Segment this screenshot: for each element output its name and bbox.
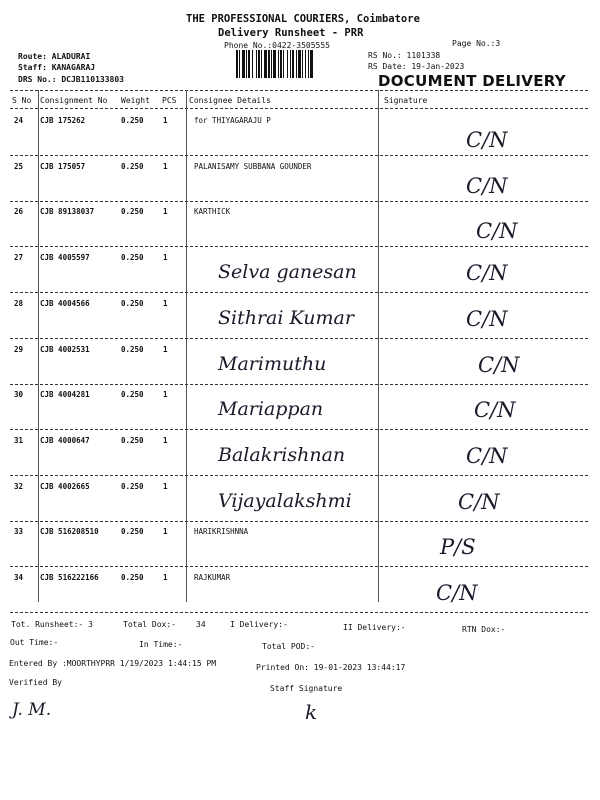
row-consignee-handwritten: Marimuthu bbox=[218, 353, 327, 375]
table-row bbox=[0, 521, 600, 567]
row-consignee-printed: PALANISAMY SUBBANA GOUNDER bbox=[194, 162, 312, 171]
company-name: THE PROFESSIONAL COURIERS, Coimbatore bbox=[186, 13, 420, 25]
row-sno: 27 bbox=[14, 253, 24, 262]
barcode-bar bbox=[258, 50, 260, 78]
col-consignment: Consignment No bbox=[40, 96, 108, 105]
row-consignment: CJB 4000647 bbox=[40, 436, 90, 445]
row-consignment: CJB 4004566 bbox=[40, 299, 90, 308]
in-time: In Time:- bbox=[139, 640, 183, 649]
row-consignment: CJB 4002531 bbox=[40, 345, 90, 354]
barcode-bar bbox=[305, 50, 306, 78]
row-consignment: CJB 175262 bbox=[40, 116, 86, 125]
barcode-bar bbox=[242, 50, 245, 78]
row-weight: 0.250 bbox=[121, 207, 144, 216]
row-consignee-printed: HARIKRISHNNA bbox=[194, 527, 249, 536]
row-pcs: 1 bbox=[163, 527, 168, 536]
row-pcs: 1 bbox=[163, 573, 168, 582]
barcode-bar bbox=[290, 50, 291, 78]
barcode-bar bbox=[248, 50, 250, 78]
row-sno: 32 bbox=[14, 482, 24, 491]
barcode-bar bbox=[256, 50, 257, 78]
col-consignee: Consignee Details bbox=[189, 96, 271, 105]
row-consignment: CJB 4004281 bbox=[40, 390, 90, 399]
row-sno: 28 bbox=[14, 299, 24, 308]
row-consignment: CJB 175057 bbox=[40, 162, 86, 171]
row-consignee-handwritten: Balakrishnan bbox=[218, 444, 346, 466]
page-number: Page No.:3 bbox=[452, 39, 501, 48]
ii-delivery: II Delivery:- bbox=[343, 623, 406, 632]
drs-value: DCJB110133803 bbox=[61, 75, 124, 84]
row-pcs: 1 bbox=[163, 345, 168, 354]
row-weight: 0.250 bbox=[121, 345, 144, 354]
table-row bbox=[0, 476, 600, 522]
staff-signature-mark: k bbox=[305, 700, 318, 724]
row-sno: 25 bbox=[14, 162, 24, 171]
phone-number: Phone No.:0422-3505555 bbox=[224, 41, 330, 50]
row-signature: P/S bbox=[440, 535, 476, 559]
row-signature: C/N bbox=[478, 353, 520, 377]
row-pcs: 1 bbox=[163, 299, 168, 308]
row-sno: 24 bbox=[14, 116, 24, 125]
row-consignment: CJB 89138037 bbox=[40, 207, 95, 216]
row-sno: 34 bbox=[14, 573, 24, 582]
staff-signature-label: Staff Signature bbox=[270, 684, 343, 693]
rs-number: RS No.: 1101338 bbox=[368, 51, 441, 60]
barcode-bar bbox=[236, 50, 238, 78]
row-pcs: 1 bbox=[163, 116, 168, 125]
row-consignment: CJB 4005597 bbox=[40, 253, 90, 262]
row-weight: 0.250 bbox=[121, 527, 144, 536]
barcode-bar bbox=[239, 50, 240, 78]
table-row bbox=[0, 156, 600, 202]
table-row bbox=[0, 567, 600, 613]
tot-runsheet: Tot. Runsheet:- 3 bbox=[11, 620, 93, 629]
row-consignee-handwritten: Sithrai Kumar bbox=[218, 307, 354, 329]
barcode bbox=[236, 50, 362, 78]
total-dox-label: Total Dox:- bbox=[123, 620, 176, 629]
entered-by: Entered By :MOORTHYPRR 1/19/2023 1:44:15 PM bbox=[9, 659, 217, 668]
rs-date: RS Date: 19-Jan-2023 bbox=[368, 62, 465, 71]
printed-on: Printed On: 19-01-2023 13:44:17 bbox=[256, 663, 406, 672]
row-pcs: 1 bbox=[163, 436, 168, 445]
route-row bbox=[18, 52, 90, 61]
table-row bbox=[0, 247, 600, 293]
row-consignment: CJB 516208510 bbox=[40, 527, 99, 536]
table-row bbox=[0, 339, 600, 385]
staff-value: KANAGARAJ bbox=[51, 63, 96, 72]
out-time: Out Time:- bbox=[10, 638, 59, 647]
row-sno: 30 bbox=[14, 390, 24, 399]
footer-rule bbox=[10, 612, 588, 613]
barcode-bar bbox=[268, 50, 270, 78]
total-pod: Total POD:- bbox=[262, 642, 315, 651]
barcode-bar bbox=[302, 50, 303, 78]
row-consignee-handwritten: Mariappan bbox=[218, 398, 324, 420]
sheet-title: Delivery Runsheet - PRR bbox=[218, 27, 364, 39]
row-weight: 0.250 bbox=[121, 482, 144, 491]
row-sno: 31 bbox=[14, 436, 24, 445]
row-consignee-printed: RAJKUMAR bbox=[194, 573, 231, 582]
row-sno: 33 bbox=[14, 527, 24, 536]
barcode-bar bbox=[271, 50, 272, 78]
i-delivery: I Delivery:- bbox=[230, 620, 288, 629]
barcode-bar bbox=[273, 50, 276, 78]
route-value: ALADURAI bbox=[51, 52, 91, 61]
rtn-dox: RTN Dox:- bbox=[462, 625, 506, 634]
barcode-bar bbox=[310, 50, 313, 78]
row-weight: 0.250 bbox=[121, 162, 144, 171]
row-consignee-printed: for THIYAGARAJU P bbox=[194, 116, 271, 125]
verified-by: Verified By bbox=[9, 678, 62, 687]
drs-label: DRS No.: bbox=[18, 75, 57, 84]
row-signature: C/N bbox=[466, 261, 508, 285]
barcode-bar bbox=[252, 50, 253, 78]
barcode-bar bbox=[308, 50, 309, 78]
table-top-rule bbox=[10, 90, 588, 91]
barcode-bar bbox=[246, 50, 247, 78]
staff-row bbox=[18, 63, 95, 72]
header-bottom-rule bbox=[10, 108, 588, 109]
barcode-bar bbox=[292, 50, 294, 78]
row-sno: 26 bbox=[14, 207, 24, 216]
row-weight: 0.250 bbox=[121, 116, 144, 125]
row-consignee-handwritten: Selva ganesan bbox=[218, 261, 357, 283]
staff-label: Staff: bbox=[18, 63, 47, 72]
row-signature: C/N bbox=[436, 581, 478, 605]
row-pcs: 1 bbox=[163, 390, 168, 399]
row-consignee-printed: KARTHICK bbox=[194, 207, 231, 216]
table-row bbox=[0, 110, 600, 156]
barcode-bar bbox=[264, 50, 267, 78]
drs-row bbox=[18, 75, 124, 84]
row-signature: C/N bbox=[458, 490, 500, 514]
barcode-bar bbox=[298, 50, 301, 78]
row-signature: C/N bbox=[466, 128, 508, 152]
row-weight: 0.250 bbox=[121, 299, 144, 308]
row-pcs: 1 bbox=[163, 253, 168, 262]
barcode-bar bbox=[296, 50, 297, 78]
row-sno: 29 bbox=[14, 345, 24, 354]
row-pcs: 1 bbox=[163, 207, 168, 216]
row-pcs: 1 bbox=[163, 162, 168, 171]
barcode-bar bbox=[280, 50, 282, 78]
col-sno: S No bbox=[12, 96, 32, 105]
table-row bbox=[0, 293, 600, 339]
row-consignee-handwritten: Vijayalakshmi bbox=[218, 490, 352, 512]
col-signature: Signature bbox=[384, 96, 428, 105]
document-delivery-stamp: DOCUMENT DELIVERY bbox=[378, 72, 566, 90]
route-label: Route: bbox=[18, 52, 47, 61]
table-row bbox=[0, 430, 600, 476]
row-pcs: 1 bbox=[163, 482, 168, 491]
barcode-bar bbox=[278, 50, 279, 78]
row-consignment: CJB 516222166 bbox=[40, 573, 99, 582]
row-weight: 0.250 bbox=[121, 436, 144, 445]
row-consignment: CJB 4002665 bbox=[40, 482, 90, 491]
table-row bbox=[0, 201, 600, 247]
row-signature: C/N bbox=[466, 174, 508, 198]
row-signature: C/N bbox=[476, 219, 518, 243]
total-dox-value: 34 bbox=[196, 620, 206, 629]
col-weight: Weight bbox=[121, 96, 150, 105]
row-signature: C/N bbox=[474, 398, 516, 422]
row-weight: 0.250 bbox=[121, 390, 144, 399]
barcode-bar bbox=[261, 50, 262, 78]
table-row bbox=[0, 384, 600, 430]
row-signature: C/N bbox=[466, 307, 508, 331]
barcode-bar bbox=[287, 50, 288, 78]
row-signature: C/N bbox=[466, 444, 508, 468]
row-weight: 0.250 bbox=[121, 573, 144, 582]
row-weight: 0.250 bbox=[121, 253, 144, 262]
verifier-signature: J. M. bbox=[12, 700, 52, 720]
barcode-bar bbox=[283, 50, 284, 78]
col-pcs: PCS bbox=[162, 96, 177, 105]
